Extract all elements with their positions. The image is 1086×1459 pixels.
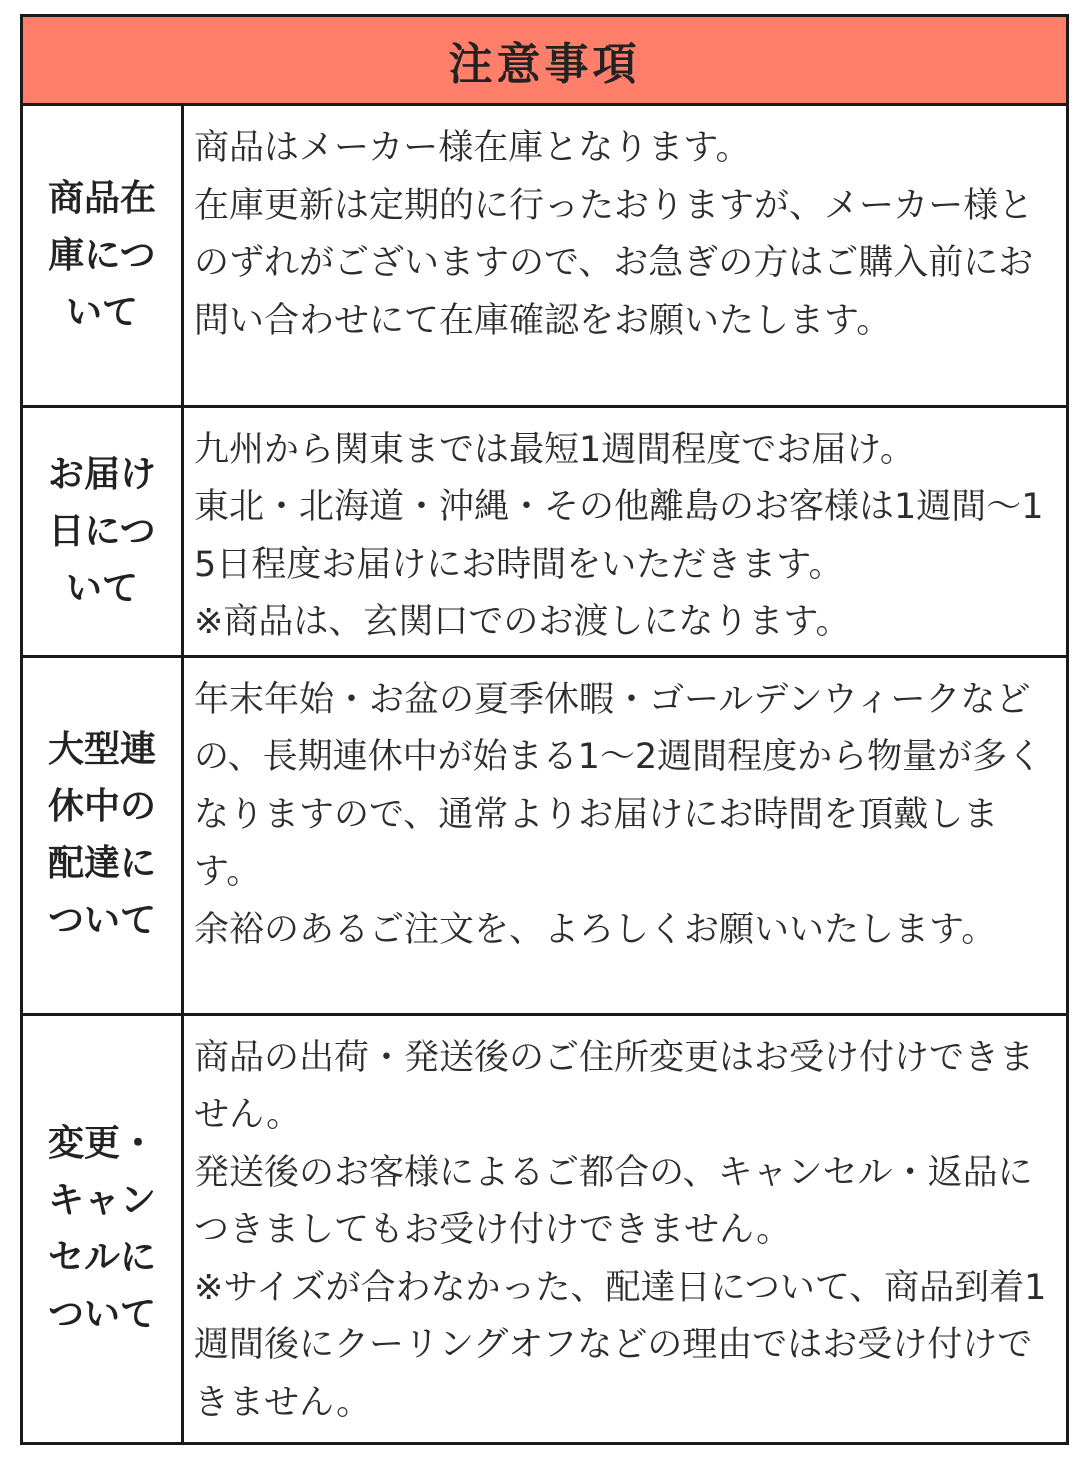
- holiday-paragraph-1: 年末年始・お盆の夏季休暇・ゴールデンウィークなどの、長期連休中が始まる1〜2週間程度から物量が多くなりますので、通常よりお届けにお時間を頂戴します。: [194, 679, 1043, 893]
- notice-title: 注意事項: [448, 39, 641, 90]
- row-content-delivery-date: [184, 408, 1066, 655]
- notice-table: [20, 14, 1069, 1445]
- delivery-paragraph-2: 東北・北海道・沖縄・その他離島のお客様は1週間〜15日程度お届けにお時間をいただきます。: [194, 487, 1044, 585]
- row-label-cell: [23, 106, 184, 405]
- row-label-delivery-date: お届け日について: [47, 453, 156, 609]
- row-content-holiday-delivery: [184, 658, 1066, 1013]
- holiday-paragraph-2: 余裕のあるご注文を、よろしくお願いいたします。: [194, 909, 997, 950]
- row-label-cell: [23, 658, 184, 1013]
- notice-header: [23, 17, 1066, 106]
- row-label-cancellation: 変更・キャンセルについて: [47, 1122, 156, 1335]
- stock-paragraph-2: 在庫更新は定期的に行ったおりますが、メーカー様とのずれがございますので、お急ぎの方はご購入前にお問い合わせにて在庫確認をお願いたします。: [194, 185, 1034, 341]
- stock-paragraph-1: 商品はメーカー様在庫となります。: [194, 128, 751, 168]
- row-content-cancellation: [184, 1016, 1066, 1443]
- row-label-stock: 商品在庫について: [47, 177, 156, 333]
- notice-row-delivery-date: [23, 408, 1066, 658]
- notice-row-holiday-delivery: [23, 658, 1066, 1016]
- row-label-cell: [23, 1016, 184, 1443]
- delivery-paragraph-1: 九州から関東までは最短1週間程度でお届け。: [194, 429, 915, 470]
- row-label-holiday-delivery: 大型連休中の配達について: [47, 729, 156, 942]
- delivery-paragraph-3: ※商品は、玄関口でのお渡しになります。: [194, 602, 851, 643]
- cancel-paragraph-2: 発送後のお客様によるご都合の、キャンセル・返品につきましてもお受け付けできません。: [194, 1152, 1033, 1250]
- cancel-paragraph-3: ※サイズが合わなかった、配達日について、商品到着1週間後にクーリングオフなどの理由ではお受け付けできません。: [194, 1267, 1047, 1423]
- row-content-stock: [184, 106, 1066, 405]
- notice-row-stock: [23, 106, 1066, 408]
- notice-row-cancellation: [23, 1016, 1066, 1443]
- cancel-paragraph-1: 商品の出荷・発送後のご住所変更はお受け付けできません。: [194, 1037, 1035, 1135]
- row-label-cell: [23, 408, 184, 655]
